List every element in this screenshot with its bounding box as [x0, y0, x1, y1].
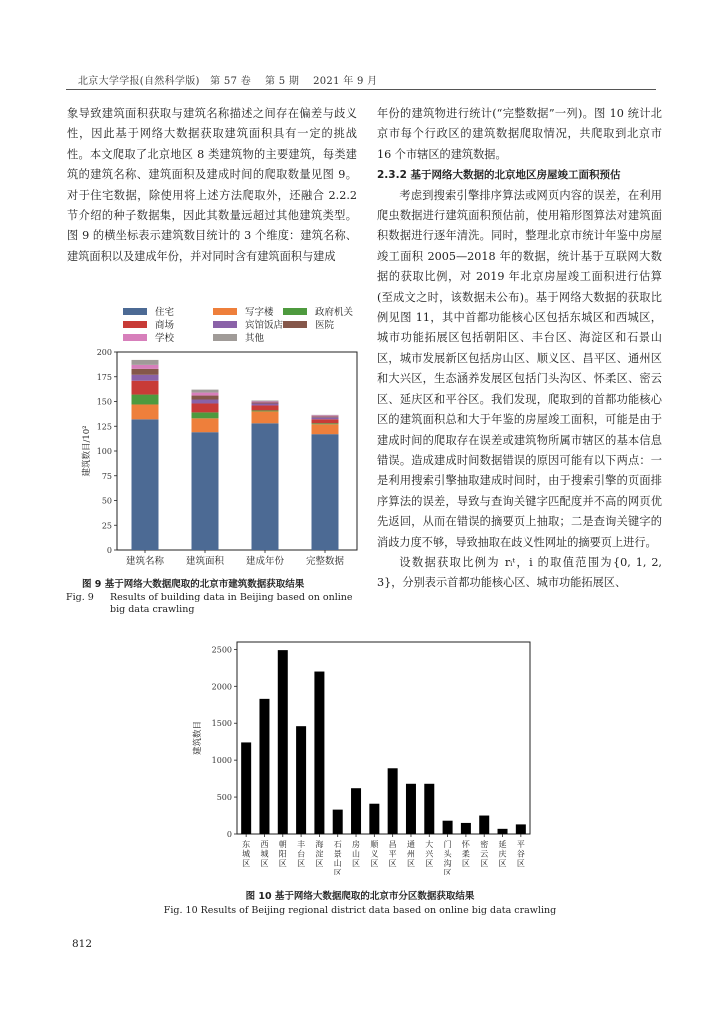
svg-text:0: 0 — [106, 546, 112, 555]
svg-text:沟: 沟 — [443, 859, 452, 868]
svg-text:西: 西 — [260, 840, 269, 849]
svg-text:50: 50 — [101, 496, 112, 506]
svg-text:延: 延 — [498, 840, 507, 849]
figure-9-chart — [75, 303, 365, 573]
svg-text:建筑数目: 建筑数目 — [193, 720, 203, 756]
svg-text:通: 通 — [406, 840, 415, 849]
svg-text:云: 云 — [480, 849, 489, 859]
legend-label: 学校 — [155, 333, 175, 344]
svg-text:平: 平 — [516, 840, 525, 849]
svg-text:山: 山 — [333, 859, 342, 868]
svg-text:州: 州 — [406, 849, 415, 859]
svg-text:区: 区 — [443, 868, 452, 875]
section-title: 2.3.2 基于网络大数据的北京地区房屋竣工面积预估 — [377, 169, 621, 182]
svg-text:区: 区 — [425, 859, 434, 868]
svg-text:东: 东 — [242, 840, 251, 849]
svg-text:区: 区 — [315, 859, 324, 868]
svg-text:丰: 丰 — [297, 840, 306, 849]
svg-text:200: 200 — [96, 348, 112, 357]
svg-text:建筑数目/10²: 建筑数目/10² — [82, 425, 92, 477]
svg-text:0: 0 — [226, 830, 232, 839]
caption-en: Fig. 10 Results of Beijing regional district data based on online big data crawling — [163, 905, 557, 916]
svg-text:庆: 庆 — [498, 849, 507, 859]
svg-text:175: 175 — [96, 372, 112, 382]
svg-text:阳: 阳 — [278, 849, 287, 859]
volume: 第 57 卷 — [210, 76, 252, 87]
svg-text:房: 房 — [352, 840, 361, 849]
svg-text:1000: 1000 — [211, 756, 232, 766]
svg-text:125: 125 — [96, 422, 112, 432]
svg-text:区: 区 — [516, 859, 525, 868]
svg-text:区: 区 — [278, 859, 287, 868]
svg-text:台: 台 — [297, 849, 306, 859]
issue: 第 5 期 — [264, 76, 300, 87]
left-paragraph: 象导致建筑面积获取与建筑名称描述之间存在偏差与歧义性，因此基于网络大数据获取建筑面积具有一定的挑战性。本文爬取了北京地区 8 类建筑物的主要建筑，每类建筑的建筑名称、建筑面积及建成时间的爬取数量见图 9。对于住宅数据，除使用将上述方法爬取外，还融合 2.2.2 节介绍的种子数据集，因此其数量远超过其他建筑类型。图 9 的横坐标表示建筑数目统计的 3 个维度：建筑名称、建筑面积以及建成年份，并对同时含有建筑面积与建成 — [67, 107, 357, 263]
svg-text:门: 门 — [443, 840, 452, 849]
svg-text:区: 区 — [333, 868, 342, 875]
svg-text:密: 密 — [480, 840, 489, 849]
svg-text:区: 区 — [260, 859, 269, 868]
caption-en-label: Fig. 9 — [66, 592, 94, 603]
legend-label: 医院 — [315, 320, 335, 331]
svg-text:昌: 昌 — [388, 840, 397, 849]
running-header — [78, 72, 377, 87]
svg-text:2000: 2000 — [211, 682, 232, 692]
bar-chart — [180, 640, 540, 875]
svg-text:建成年份: 建成年份 — [245, 556, 285, 567]
page-number: 812 — [72, 938, 93, 950]
legend-label: 政府机关 — [315, 307, 354, 318]
right-column — [377, 104, 662, 594]
svg-text:柔: 柔 — [461, 849, 470, 859]
date: 2021 年 9 月 — [313, 76, 378, 87]
svg-text:25: 25 — [101, 521, 112, 531]
svg-text:景: 景 — [333, 849, 342, 859]
caption-cn: 图 9 基于网络大数据爬取的北京市建筑数据获取结果 — [82, 579, 305, 590]
svg-text:义: 义 — [370, 849, 379, 859]
figure-10-caption — [60, 888, 660, 916]
svg-text:100: 100 — [96, 447, 112, 456]
left-column — [67, 104, 357, 267]
svg-text:海: 海 — [315, 840, 324, 849]
caption-cn: 图 10 基于网络大数据爬取的北京市分区数据获取结果 — [245, 891, 475, 902]
svg-text:淀: 淀 — [315, 849, 324, 859]
svg-text:城: 城 — [242, 849, 251, 859]
svg-text:区: 区 — [388, 859, 397, 868]
svg-text:75: 75 — [101, 471, 112, 481]
legend-label: 住宅 — [155, 307, 175, 318]
svg-text:城: 城 — [260, 849, 269, 859]
svg-text:山: 山 — [352, 849, 361, 859]
caption-en: Results of building data in Beijing based on online big data crawling — [110, 592, 353, 615]
svg-text:建筑名称: 建筑名称 — [125, 556, 165, 567]
svg-text:顺: 顺 — [370, 840, 379, 849]
svg-text:区: 区 — [370, 859, 379, 868]
figure-9-caption — [66, 576, 369, 616]
legend-label: 商场 — [155, 320, 175, 331]
svg-text:区: 区 — [480, 859, 489, 868]
right-paragraph-1: 年份的建筑物进行统计(“完整数据”一列)。图 10 统计北京市每个行政区的建筑数据爬取情况，共爬取到北京市 16 个市辖区的建筑数据。 — [377, 107, 662, 161]
svg-text:朝: 朝 — [278, 840, 287, 849]
svg-text:谷: 谷 — [516, 849, 525, 859]
svg-text:150: 150 — [96, 397, 112, 407]
right-paragraph-2: 考虑到搜索引擎排序算法或网页内容的误差，在利用爬虫数据进行建筑面积预估前，使用箱形图算法对建筑面积数据进行逐年清洗。同时，整理北京市统计年鉴中房屋竣工面积 2005—2018 年的数据，统计基于互联网大数据的获取比例，对 2019 年北京房屋竣工面积进行估算(至成文之时，该数据未公布)。基于网络大数据的获取比例见图 11，其中首都功能核心区包括东城区和西城区，城市功能拓展区包括朝阳区、丰台区、海淀区和石景山区，城市发展新区包括房山区、顺义区、昌平区、通州区和大兴区，生态涵养发展区包括门头沟区、怀柔区、密云区、延庆区和平谷区。我们发现，爬取到的首都功能核心区的建筑面积总和大于年鉴的房屋竣工面积，可能是由于建成时间的爬取存在误差或建筑物所属市辖区的基本信息错误。造成建成时间数据错误的原因可能有以下两点：一是利用搜索引擎抽取建成时间时，由于搜索引擎的页面排序算法的误差，导致与查询关键字匹配度并不高的网页优先返回，从而在错误的摘要页上抽取；二是查询关键字的消歧力度不够，导致抽取在歧义性网址的摘要页上进行。 — [377, 188, 662, 549]
svg-text:建筑面积: 建筑面积 — [185, 556, 225, 567]
journal-name: 北京大学学报(自然科学版) — [78, 76, 200, 87]
svg-text:完整数据: 完整数据 — [305, 556, 345, 567]
svg-text:平: 平 — [388, 849, 397, 859]
svg-text:2500: 2500 — [211, 645, 232, 655]
legend-label: 写字楼 — [245, 307, 274, 318]
right-paragraph-3: 设数据获取比例为 rᵢᵗ，i 的取值范围为{0, 1, 2, 3}，分别表示首都功能核心区、城市功能拓展区、 — [377, 555, 662, 590]
svg-text:兴: 兴 — [425, 849, 434, 859]
svg-text:1500: 1500 — [211, 719, 232, 729]
figure-10-chart — [180, 640, 540, 875]
stacked-bar-chart — [75, 303, 365, 573]
header-rule — [66, 89, 656, 90]
svg-text:怀: 怀 — [461, 840, 470, 849]
svg-text:区: 区 — [297, 859, 306, 868]
svg-text:区: 区 — [461, 859, 470, 868]
legend-label: 其他 — [245, 333, 265, 344]
svg-text:区: 区 — [406, 859, 415, 868]
svg-text:区: 区 — [242, 859, 251, 868]
svg-text:500: 500 — [216, 793, 232, 803]
svg-text:大: 大 — [425, 840, 434, 849]
legend-label: 宾馆饭店 — [245, 320, 284, 331]
svg-text:区: 区 — [498, 859, 507, 868]
svg-text:头: 头 — [443, 849, 452, 859]
svg-text:区: 区 — [352, 859, 361, 868]
svg-text:石: 石 — [333, 840, 342, 849]
